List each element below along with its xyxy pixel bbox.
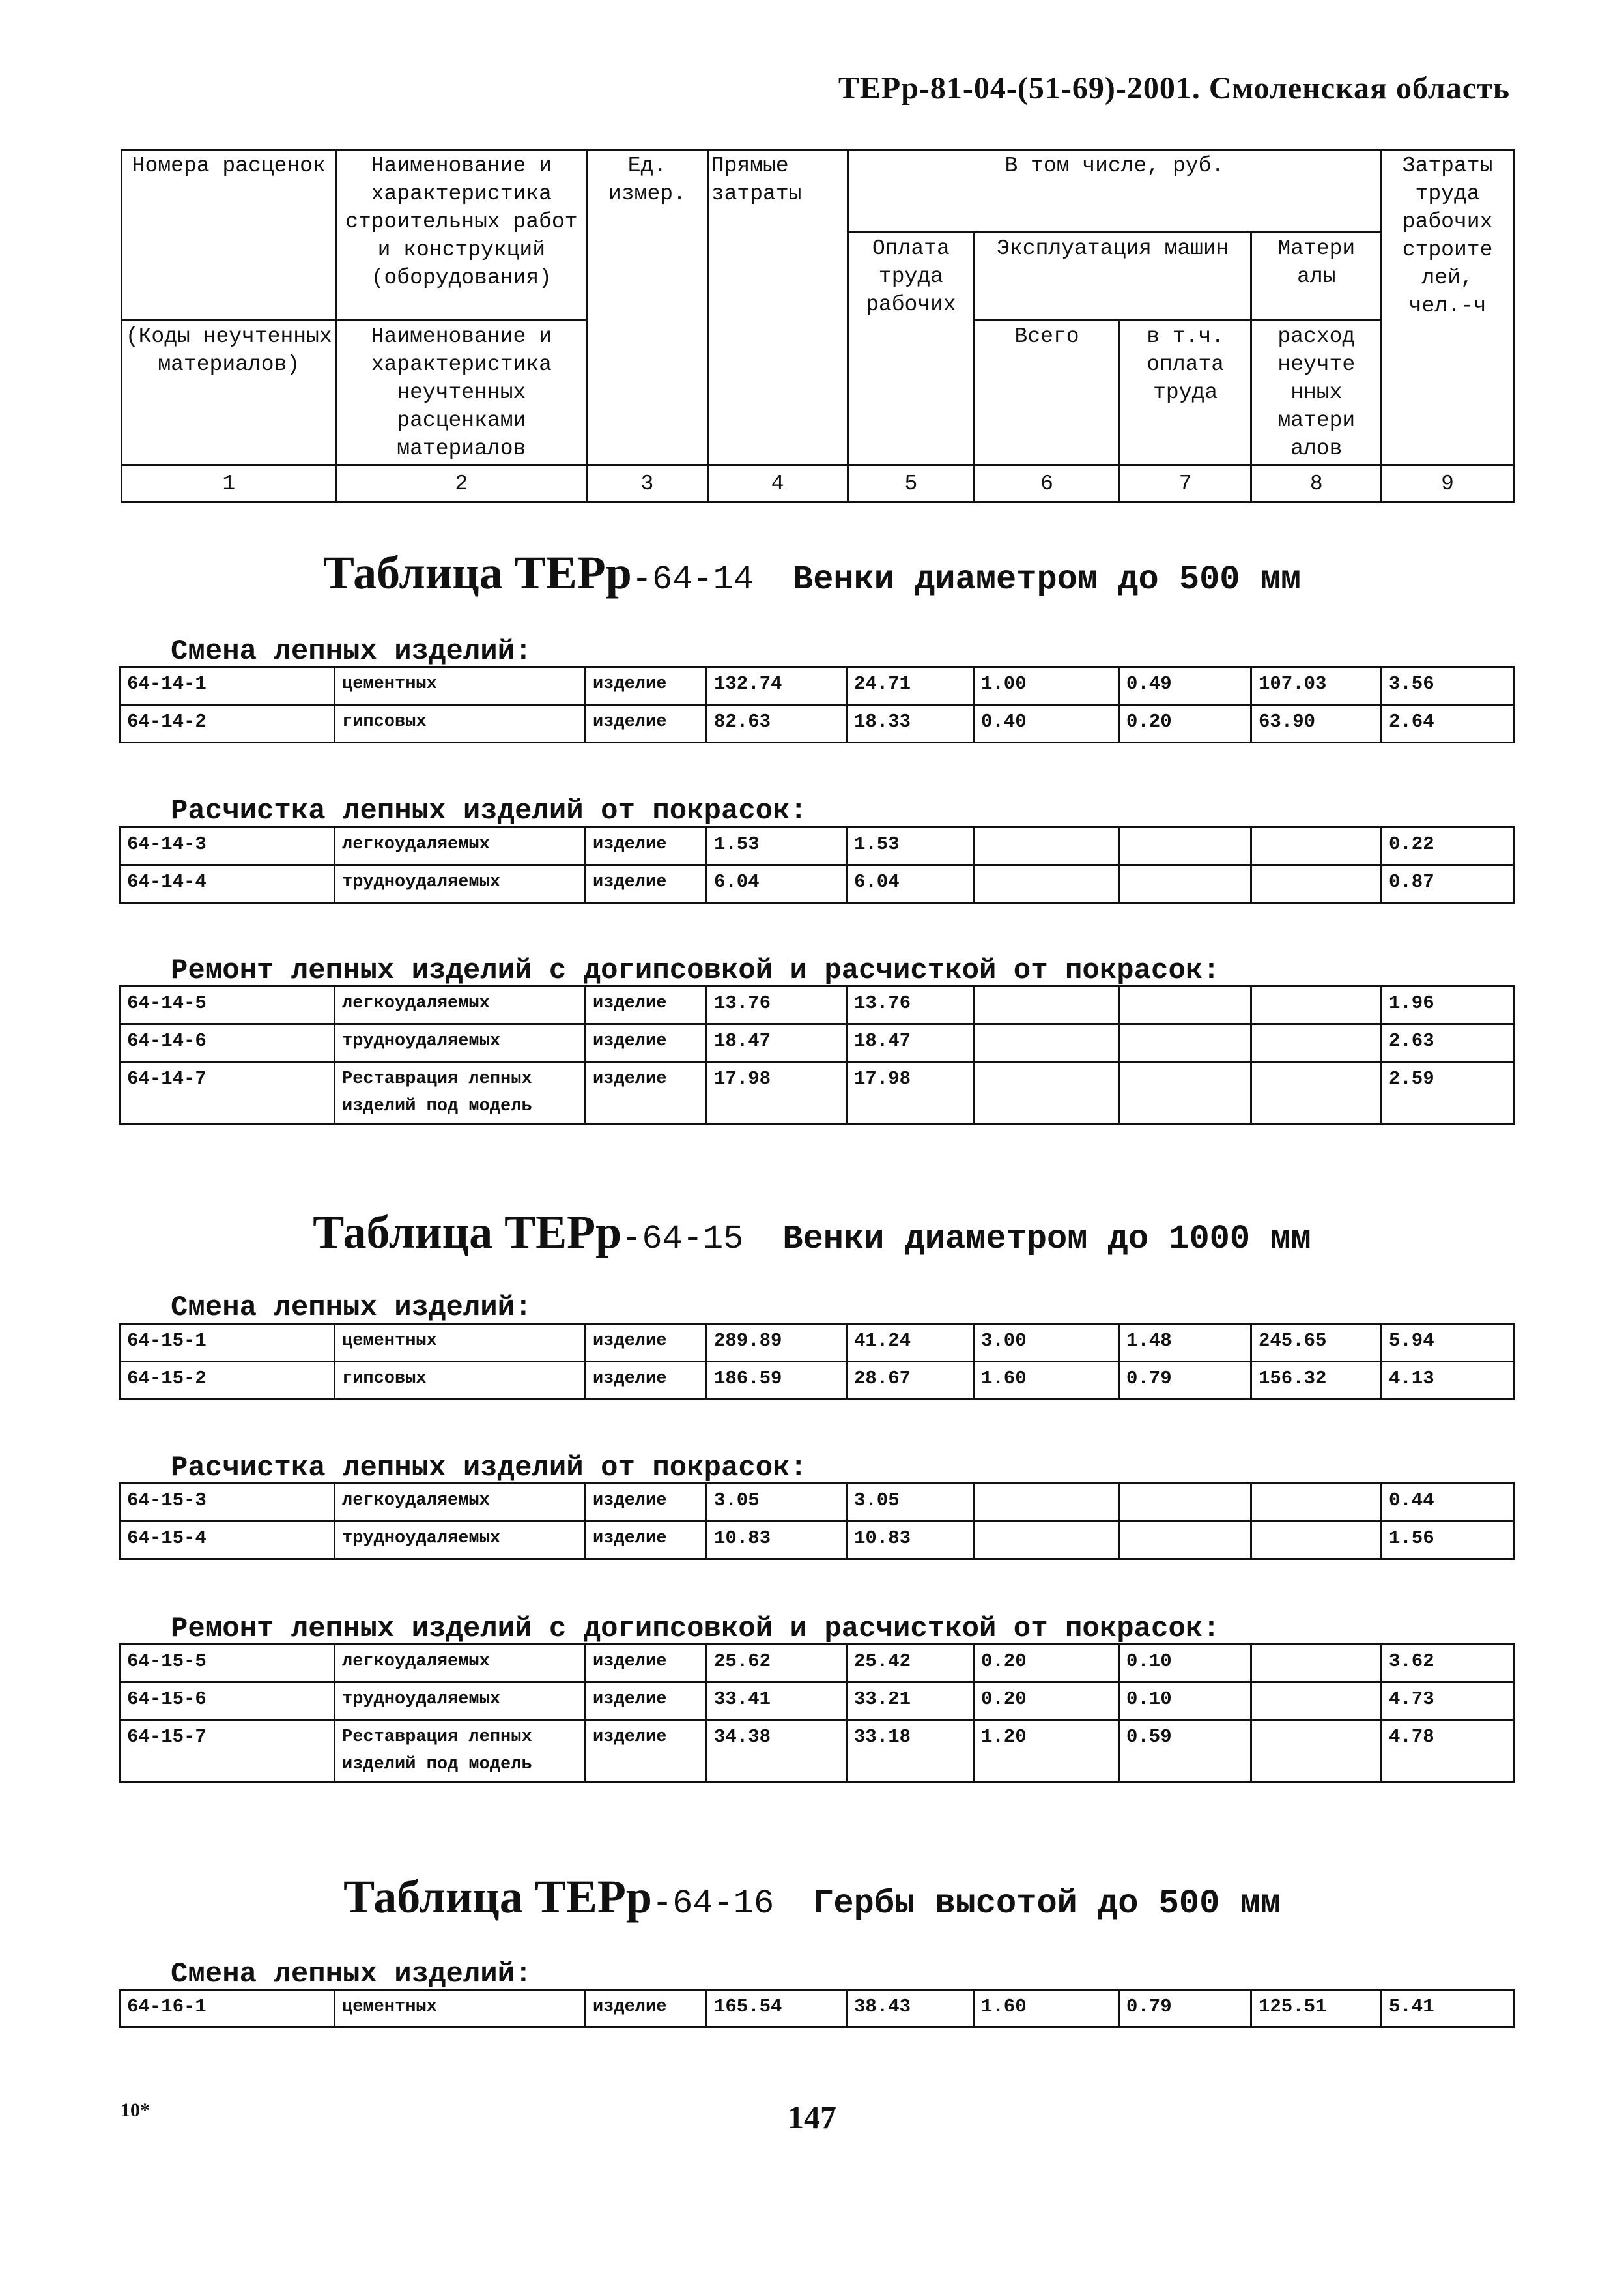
table-row — [120, 1024, 1514, 1062]
table-cell: 289.89 — [707, 1324, 847, 1362]
header-unaccounted-materials: Наименование и характеристика неучтенных расценками материалов — [336, 321, 587, 465]
table-cell: трудноудаляемых — [335, 865, 586, 903]
table-cell: 2.59 — [1382, 1062, 1514, 1124]
table-cell: 3.00 — [974, 1324, 1119, 1362]
table-cell — [1119, 1521, 1251, 1559]
rates-table — [119, 1323, 1515, 1400]
table-cell: изделие — [586, 1062, 707, 1124]
table-cell: 82.63 — [707, 705, 847, 743]
rates-table — [119, 1989, 1515, 2028]
section-heading: Расчистка лепных изделий от покрасок: — [171, 1452, 807, 1484]
table-cell: 1.60 — [974, 1362, 1119, 1400]
table-cell: цементных — [335, 667, 586, 705]
table-cell — [974, 1521, 1119, 1559]
column-number: 3 — [587, 465, 708, 502]
header-unit: Ед. измер. — [587, 150, 708, 465]
table-cell — [974, 1062, 1119, 1124]
table-cell: 33.41 — [707, 1682, 847, 1720]
table-cell: изделие — [586, 1484, 707, 1521]
table-cell: изделие — [586, 1990, 707, 2028]
table-cell: 64-15-6 — [120, 1682, 335, 1720]
table-cell — [1251, 865, 1382, 903]
table-cell: 4.13 — [1382, 1362, 1514, 1400]
table-row — [120, 1324, 1514, 1362]
table-cell: 132.74 — [707, 667, 847, 705]
table-cell: 1.20 — [974, 1720, 1119, 1782]
header-work-name: Наименование и характеристика строительных работ и конструкций (оборудования) — [336, 150, 587, 321]
table-row — [120, 667, 1514, 705]
table-cell: 64-15-4 — [120, 1521, 335, 1559]
table-cell: 64-14-1 — [120, 667, 335, 705]
table-cell: 64-15-1 — [120, 1324, 335, 1362]
table-cell: 64-14-4 — [120, 865, 335, 903]
table-cell: 13.76 — [707, 987, 847, 1024]
table-cell: 1.53 — [707, 828, 847, 865]
section-heading: Расчистка лепных изделий от покрасок: — [171, 795, 807, 828]
table-cell: 41.24 — [847, 1324, 974, 1362]
column-number: 7 — [1119, 465, 1251, 502]
table-cell: 13.76 — [847, 987, 974, 1024]
table-cell: 64-14-7 — [120, 1062, 335, 1124]
column-number: 9 — [1382, 465, 1514, 502]
table-cell: 2.64 — [1382, 705, 1514, 743]
table-cell: цементных — [335, 1990, 586, 2028]
table-row — [120, 705, 1514, 743]
rates-table — [119, 1643, 1515, 1783]
table-cell: 186.59 — [707, 1362, 847, 1400]
table-cell: цементных — [335, 1324, 586, 1362]
rates-table — [119, 826, 1515, 904]
table-cell: изделие — [586, 705, 707, 743]
table-cell: 165.54 — [707, 1990, 847, 2028]
table-cell: изделие — [586, 1024, 707, 1062]
table-cell — [1119, 828, 1251, 865]
table-cell: 1.56 — [1382, 1521, 1514, 1559]
table-cell: изделие — [586, 865, 707, 903]
table-cell — [1119, 865, 1251, 903]
table-row — [120, 865, 1514, 903]
table-title-code: -64-16 — [651, 1884, 775, 1923]
table-title-code: -64-14 — [631, 560, 754, 599]
table-cell: 28.67 — [847, 1362, 974, 1400]
column-number: 5 — [848, 465, 975, 502]
table-cell: 64-14-3 — [120, 828, 335, 865]
table-subtitle: Венки диаметром до 500 мм — [792, 560, 1302, 599]
table-cell: 6.04 — [847, 865, 974, 903]
table-cell: 64-14-2 — [120, 705, 335, 743]
table-cell: легкоудаляемых — [335, 987, 586, 1024]
table-cell — [1251, 987, 1382, 1024]
column-number: 8 — [1251, 465, 1382, 502]
table-cell — [1251, 828, 1382, 865]
table-cell: изделие — [586, 1720, 707, 1782]
table-cell: 245.65 — [1251, 1324, 1382, 1362]
table-row — [120, 1682, 1514, 1720]
table-cell: 1.60 — [974, 1990, 1119, 2028]
table-cell: 64-15-7 — [120, 1720, 335, 1782]
table-cell: изделие — [586, 987, 707, 1024]
table-cell: 125.51 — [1251, 1990, 1382, 2028]
table-subtitle: Гербы высотой до 500 мм — [813, 1884, 1281, 1923]
table-title — [0, 546, 1624, 600]
table-cell — [1251, 1024, 1382, 1062]
table-cell: 5.94 — [1382, 1324, 1514, 1362]
table-cell: гипсовых — [335, 705, 586, 743]
table-cell: 0.10 — [1119, 1682, 1251, 1720]
table-cell: изделие — [586, 828, 707, 865]
header-machines-total: Всего — [975, 321, 1120, 465]
table-row — [120, 1645, 1514, 1682]
table-cell: 4.78 — [1382, 1720, 1514, 1782]
table-cell: 64-15-2 — [120, 1362, 335, 1400]
table-cell: легкоудаляемых — [335, 1645, 586, 1682]
table-row — [120, 1521, 1514, 1559]
table-cell: 63.90 — [1251, 705, 1382, 743]
section-heading: Смена лепных изделий: — [171, 635, 532, 668]
table-cell: 6.04 — [707, 865, 847, 903]
footer-mark: 10* — [121, 2099, 150, 2121]
table-cell: 156.32 — [1251, 1362, 1382, 1400]
table-cell: 10.83 — [707, 1521, 847, 1559]
table-cell — [974, 828, 1119, 865]
table-cell: 33.21 — [847, 1682, 974, 1720]
table-row — [120, 987, 1514, 1024]
table-cell — [1251, 1720, 1382, 1782]
table-cell: 1.53 — [847, 828, 974, 865]
table-title-code: -64-15 — [621, 1220, 744, 1258]
table-cell — [1119, 987, 1251, 1024]
section-heading: Смена лепных изделий: — [171, 1958, 532, 1991]
table-cell: 24.71 — [847, 667, 974, 705]
column-header-table — [121, 149, 1515, 503]
section-heading: Ремонт лепных изделий с догипсовкой и расчисткой от покрасок: — [171, 1613, 1220, 1645]
table-cell: 64-14-5 — [120, 987, 335, 1024]
header-rate-numbers: Номера расценок — [122, 150, 337, 321]
page-header: ТЕРр-81-04-(51-69)-2001. Смоленская область — [838, 71, 1510, 106]
table-cell: 1.48 — [1119, 1324, 1251, 1362]
table-cell: 0.44 — [1382, 1484, 1514, 1521]
table-title-main: Таблица ТЕРр — [322, 547, 632, 599]
table-cell: 107.03 — [1251, 667, 1382, 705]
table-cell — [974, 1484, 1119, 1521]
table-row — [120, 1062, 1514, 1124]
header-unaccounted-usage: расход неучте нных матери алов — [1251, 321, 1382, 465]
header-labor-hours: Затраты труда рабочих строите лей, чел.-ч — [1382, 150, 1514, 465]
table-cell: 33.18 — [847, 1720, 974, 1782]
table-cell — [1251, 1645, 1382, 1682]
table-cell: трудноудаляемых — [335, 1521, 586, 1559]
table-cell: 0.20 — [974, 1682, 1119, 1720]
header-direct-costs: Прямые затраты — [707, 150, 848, 465]
rates-table — [119, 666, 1515, 743]
table-row — [120, 1990, 1514, 2028]
table-cell — [1119, 1062, 1251, 1124]
table-cell: 0.79 — [1119, 1990, 1251, 2028]
table-cell: изделие — [586, 1521, 707, 1559]
table-cell: Реставрация лепных изделий под модель — [335, 1062, 586, 1124]
table-cell: 3.62 — [1382, 1645, 1514, 1682]
table-cell: трудноудаляемых — [335, 1024, 586, 1062]
table-cell: 0.40 — [974, 705, 1119, 743]
table-cell: изделие — [586, 1682, 707, 1720]
table-cell — [1251, 1682, 1382, 1720]
table-cell: 0.49 — [1119, 667, 1251, 705]
table-cell: 17.98 — [847, 1062, 974, 1124]
table-cell: 0.20 — [974, 1645, 1119, 1682]
table-cell: 0.20 — [1119, 705, 1251, 743]
rates-table — [119, 985, 1515, 1125]
table-cell: 18.33 — [847, 705, 974, 743]
table-cell: 4.73 — [1382, 1682, 1514, 1720]
table-cell: 5.41 — [1382, 1990, 1514, 2028]
table-cell: изделие — [586, 667, 707, 705]
table-cell: гипсовых — [335, 1362, 586, 1400]
table-cell: 25.62 — [707, 1645, 847, 1682]
table-title-main: Таблица ТЕРр — [313, 1206, 622, 1258]
table-cell — [1251, 1521, 1382, 1559]
table-cell: 0.79 — [1119, 1362, 1251, 1400]
table-cell: 34.38 — [707, 1720, 847, 1782]
rates-table — [119, 1482, 1515, 1560]
table-cell: 64-15-3 — [120, 1484, 335, 1521]
table-cell — [1251, 1484, 1382, 1521]
table-cell — [1119, 1484, 1251, 1521]
table-cell: 2.63 — [1382, 1024, 1514, 1062]
table-cell: 18.47 — [847, 1024, 974, 1062]
table-cell: 0.59 — [1119, 1720, 1251, 1782]
table-cell: Реставрация лепных изделий под модель — [335, 1720, 586, 1782]
table-cell — [974, 1024, 1119, 1062]
table-cell: 18.47 — [707, 1024, 847, 1062]
table-cell: легкоудаляемых — [335, 1484, 586, 1521]
column-number: 2 — [336, 465, 587, 502]
table-cell: 3.56 — [1382, 667, 1514, 705]
table-row — [120, 1720, 1514, 1782]
page-number: 147 — [788, 2099, 836, 2135]
column-number: 1 — [122, 465, 337, 502]
table-cell: 25.42 — [847, 1645, 974, 1682]
table-row — [120, 828, 1514, 865]
column-number: 6 — [975, 465, 1120, 502]
table-row — [120, 1484, 1514, 1521]
header-materials: Матери алы — [1251, 233, 1382, 321]
table-cell — [974, 987, 1119, 1024]
table-cell: трудноудаляемых — [335, 1682, 586, 1720]
table-cell: изделие — [586, 1362, 707, 1400]
table-cell — [1119, 1024, 1251, 1062]
table-cell: 0.87 — [1382, 865, 1514, 903]
table-cell: 38.43 — [847, 1990, 974, 2028]
table-cell: 10.83 — [847, 1521, 974, 1559]
table-title — [0, 1870, 1624, 1924]
table-cell: 64-15-5 — [120, 1645, 335, 1682]
table-cell: 17.98 — [707, 1062, 847, 1124]
section-heading: Ремонт лепных изделий с догипсовкой и расчисткой от покрасок: — [171, 955, 1220, 987]
header-unaccounted-codes: (Коды неучтенных материалов) — [122, 321, 337, 465]
table-cell: 0.10 — [1119, 1645, 1251, 1682]
table-cell: легкоудаляемых — [335, 828, 586, 865]
table-cell: 1.96 — [1382, 987, 1514, 1024]
header-machine-operation: Эксплуатация машин — [975, 233, 1251, 321]
section-heading: Смена лепных изделий: — [171, 1291, 532, 1324]
table-cell: 1.00 — [974, 667, 1119, 705]
table-cell: 0.22 — [1382, 828, 1514, 865]
table-cell: 64-14-6 — [120, 1024, 335, 1062]
table-cell: изделие — [586, 1324, 707, 1362]
table-subtitle: Венки диаметром до 1000 мм — [782, 1220, 1311, 1258]
table-cell: 64-16-1 — [120, 1990, 335, 2028]
table-title — [0, 1205, 1624, 1260]
table-cell: 3.05 — [847, 1484, 974, 1521]
table-cell — [974, 865, 1119, 903]
table-cell: изделие — [586, 1645, 707, 1682]
header-machines-labor-pay: в т.ч. оплата труда — [1119, 321, 1251, 465]
table-cell — [1251, 1062, 1382, 1124]
column-number: 4 — [707, 465, 848, 502]
table-title-main: Таблица ТЕРр — [343, 1871, 652, 1923]
header-worker-pay: Оплата труда рабочих — [848, 233, 975, 465]
table-cell: 3.05 — [707, 1484, 847, 1521]
table-row — [120, 1362, 1514, 1400]
header-including-group: В том числе, руб. — [848, 150, 1382, 233]
